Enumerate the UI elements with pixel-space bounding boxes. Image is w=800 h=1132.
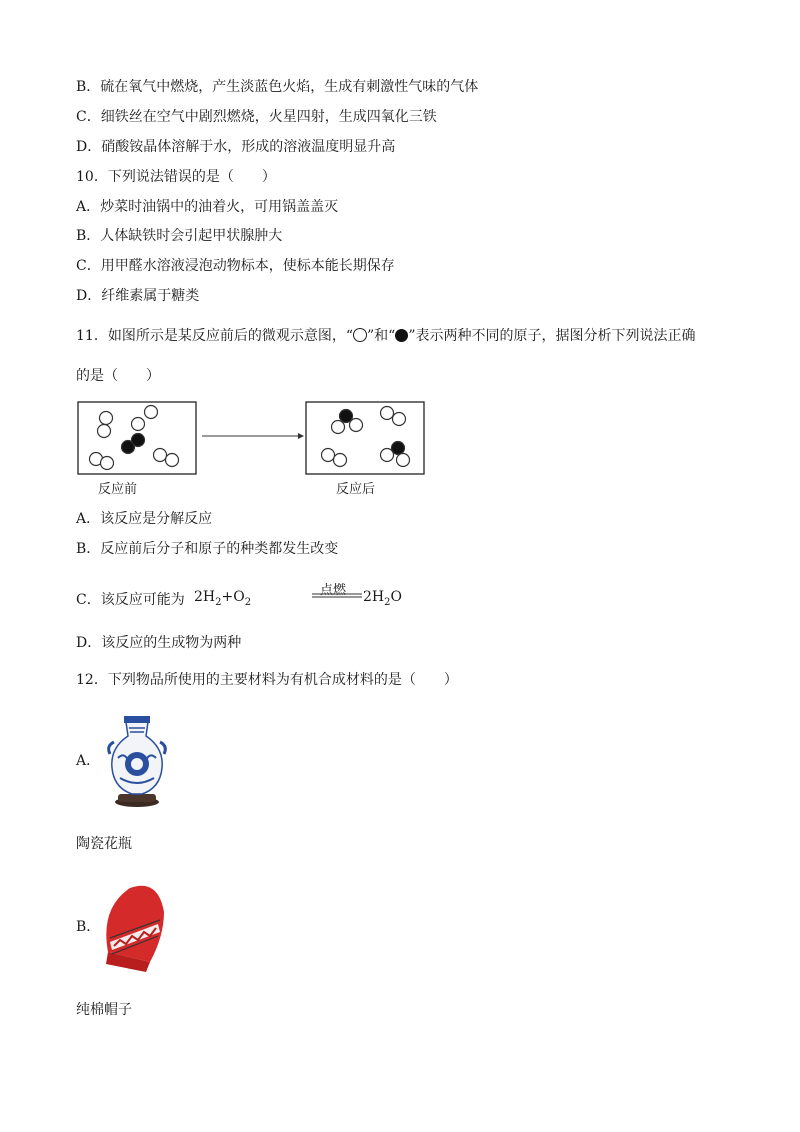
equation-right: $2H_2O$ bbox=[363, 589, 402, 608]
q9-option-d: D．硝酸铵晶体溶解于水，形成的溶液温度明显升高 bbox=[76, 139, 396, 155]
atom-open bbox=[334, 454, 347, 467]
atom-open bbox=[393, 413, 406, 426]
atom-open bbox=[350, 419, 363, 432]
reaction-micro-diagram bbox=[76, 398, 436, 508]
q10-option-d: D．纤维素属于糖类 bbox=[76, 288, 200, 304]
atom-solid bbox=[132, 434, 145, 447]
q12-option-b-caption: 纯棉帽子 bbox=[76, 1002, 132, 1018]
caption-before: 反应前 bbox=[98, 482, 138, 497]
filled-circle-atom-icon bbox=[395, 329, 408, 342]
atom-open bbox=[145, 406, 158, 419]
q10-option-c: C．用甲醛水溶液浸泡动物标本，使标本能长期保存 bbox=[76, 258, 395, 274]
q11-stem-line2: 的是（ ） bbox=[76, 368, 160, 384]
vase-image bbox=[102, 712, 172, 808]
q11-option-b: B．反应前后分子和原子的种类都发生改变 bbox=[76, 541, 339, 557]
caption-after: 反应后 bbox=[336, 482, 376, 497]
atom-open bbox=[397, 454, 410, 467]
q11-option-a: A．该反应是分解反应 bbox=[76, 511, 213, 527]
q11-option-d: D．该反应的生成物为两种 bbox=[76, 635, 242, 651]
equals-sign-icon bbox=[312, 591, 362, 599]
atom-open bbox=[101, 457, 114, 470]
q12-stem: 12．下列物品所使用的主要材料为有机合成材料的是（ ） bbox=[76, 672, 458, 688]
q9-option-c: C．细铁丝在空气中剧烈燃烧，火星四射，生成四氧化三铁 bbox=[76, 109, 437, 125]
atom-open bbox=[100, 412, 113, 425]
q10-option-b: B．人体缺铁时会引起甲状腺肿大 bbox=[76, 228, 283, 244]
q9-option-b: B．硫在氧气中燃烧，产生淡蓝色火焰，生成有刺激性气味的气体 bbox=[76, 79, 479, 95]
atom-open bbox=[166, 454, 179, 467]
atom-open bbox=[332, 421, 345, 434]
q12-option-a-caption: 陶瓷花瓶 bbox=[76, 836, 132, 852]
q10-stem: 10．下列说法错误的是（ ） bbox=[76, 169, 276, 185]
q12-option-a-letter: A． bbox=[76, 753, 101, 769]
atom-open bbox=[132, 418, 145, 431]
knit-hat-image bbox=[100, 878, 166, 974]
atom-solid bbox=[392, 442, 405, 455]
q11-stem: 11．如图所示是某反应前后的微观示意图，“ ”和“ ”表示两种不同的原子，据图分析下列说法正确 bbox=[76, 328, 696, 344]
q12-option-b-letter: B． bbox=[76, 919, 101, 935]
arrow-head-icon bbox=[298, 433, 304, 439]
reaction-condition: 点燃 bbox=[320, 583, 347, 598]
atom-open bbox=[98, 425, 111, 438]
q10-option-a: A．炒菜时油锅中的油着火，可用锅盖盖灭 bbox=[76, 199, 339, 215]
atom-open bbox=[322, 449, 335, 462]
equation-left: $2H_2+O_2$ bbox=[194, 589, 252, 608]
open-circle-atom-icon bbox=[353, 328, 367, 342]
atom-open bbox=[381, 407, 394, 420]
atom-open bbox=[154, 449, 167, 462]
